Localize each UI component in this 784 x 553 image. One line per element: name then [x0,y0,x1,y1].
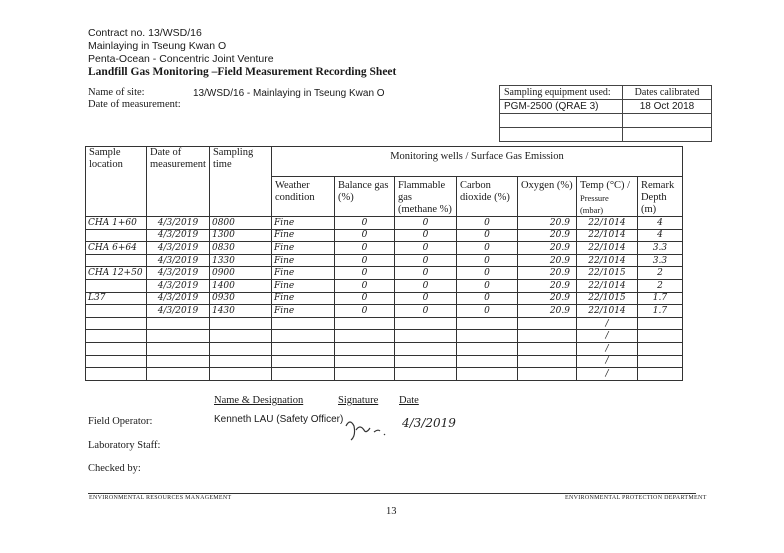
table-row [86,342,683,355]
cell-location: CHA 1+60 [86,217,147,230]
site-name-value: 13/WSD/16 - Mainlaying in Tseung Kwan O [193,88,385,99]
cell-weather [271,330,334,343]
cell-time: 0830 [209,242,271,255]
header-flammable-gas: Flammable gas (methane %) [394,177,456,217]
table-row [86,229,683,242]
cell-time: 1330 [209,254,271,267]
cell-depth [637,330,682,343]
cell-flammable [394,342,456,355]
cell-location [86,305,147,318]
sheet-title: Landfill Gas Monitoring –Field Measurement Recording Sheet [88,66,397,78]
page-number: 13 [386,506,397,517]
cell-balance: 0 [334,267,394,280]
site-name-label: Name of site: [88,87,145,98]
table-row [86,317,683,330]
monitoring-table [85,146,683,381]
header-sample-location: Sample location [86,147,147,217]
cell-date: 4/3/2019 [147,305,210,318]
cell-balance: 0 [334,242,394,255]
cell-balance [334,330,394,343]
footer-right: ENVIRONMENTAL PROTECTION DEPARTMENT [565,495,707,501]
signoff-date-header: Date [399,395,419,406]
cell-time: 1430 [209,305,271,318]
cell-depth [637,355,682,368]
table-row [86,305,683,318]
cell-temp-pressure: / [576,355,637,368]
cell-temp-pressure: 22/1014 [576,229,637,242]
cell-location [86,330,147,343]
footer-rule [88,493,696,494]
cell-co2: 0 [456,279,517,292]
cell-weather: Fine [271,267,334,280]
field-operator-date: 4/3/2019 [402,416,456,430]
cell-depth: 4 [637,217,682,230]
cell-time: 0800 [209,217,271,230]
cell-balance [334,342,394,355]
project-name: Mainlaying in Tseung Kwan O [88,40,227,52]
cell-temp-pressure: 22/1014 [576,279,637,292]
header-date-of-measurement: Date of measurement [147,147,210,217]
equipment-header: Sampling equipment used: [500,86,623,100]
cell-weather [271,368,334,381]
cell-oxygen: 20.9 [517,305,576,318]
header-monitoring-wells: Monitoring wells / Surface Gas Emission [271,147,682,177]
contract-number: Contract no. 13/WSD/16 [88,27,202,39]
cell-balance: 0 [334,229,394,242]
cell-date: 4/3/2019 [147,217,210,230]
field-operator-signature [340,412,396,442]
table-row [86,267,683,280]
equipment-empty-cell [500,114,623,128]
cell-balance [334,317,394,330]
cell-location [86,254,147,267]
cell-date: 4/3/2019 [147,242,210,255]
cell-weather [271,317,334,330]
cell-oxygen: 20.9 [517,292,576,305]
cell-temp-pressure: / [576,368,637,381]
cell-flammable: 0 [394,229,456,242]
calibration-empty-cell [623,114,712,128]
cell-balance: 0 [334,292,394,305]
cell-date: 4/3/2019 [147,267,210,280]
cell-temp-pressure: 22/1014 [576,242,637,255]
cell-date: 4/3/2019 [147,292,210,305]
cell-depth: 2 [637,279,682,292]
cell-oxygen [517,368,576,381]
footer-left: ENVIRONMENTAL RESOURCES MANAGEMENT [89,495,232,501]
table-row [86,254,683,267]
cell-location [86,229,147,242]
cell-depth [637,317,682,330]
cell-location [86,342,147,355]
header-oxygen: Oxygen (%) [517,177,576,217]
cell-weather: Fine [271,229,334,242]
cell-flammable [394,355,456,368]
cell-depth: 1.7 [637,292,682,305]
cell-oxygen: 20.9 [517,254,576,267]
cell-co2: 0 [456,305,517,318]
cell-date: 4/3/2019 [147,229,210,242]
cell-temp-pressure: / [576,317,637,330]
checked-by-label: Checked by: [88,463,141,474]
cell-location [86,368,147,381]
header-weather: Weather condition [271,177,334,217]
cell-co2: 0 [456,242,517,255]
calibration-date: 18 Oct 2018 [623,100,712,114]
cell-date [147,368,210,381]
cell-time [209,355,271,368]
cell-oxygen: 20.9 [517,242,576,255]
cell-depth: 3.3 [637,254,682,267]
field-operator-name: Kenneth LAU (Safety Officer) [214,414,344,425]
cell-location: CHA 12+50 [86,267,147,280]
cell-depth: 3.3 [637,242,682,255]
cell-oxygen [517,342,576,355]
cell-time: 1300 [209,229,271,242]
cell-weather: Fine [271,242,334,255]
cell-location [86,279,147,292]
header-sampling-time: Sampling time [209,147,271,217]
table-row [86,355,683,368]
cell-co2 [456,355,517,368]
table-row [86,217,683,230]
cell-date [147,355,210,368]
cell-date [147,330,210,343]
cell-co2 [456,342,517,355]
cell-oxygen: 20.9 [517,229,576,242]
cell-flammable [394,317,456,330]
cell-co2: 0 [456,217,517,230]
cell-temp-pressure: 22/1015 [576,267,637,280]
cell-weather [271,355,334,368]
cell-depth [637,342,682,355]
cell-oxygen [517,317,576,330]
cell-depth [637,368,682,381]
cell-weather: Fine [271,279,334,292]
calibration-header: Dates calibrated [623,86,712,100]
cell-co2 [456,330,517,343]
cell-co2 [456,317,517,330]
cell-time [209,330,271,343]
cell-weather: Fine [271,305,334,318]
cell-location [86,355,147,368]
cell-time: 0900 [209,267,271,280]
cell-oxygen [517,355,576,368]
header-block [88,27,396,79]
cell-date [147,342,210,355]
cell-flammable: 0 [394,292,456,305]
cell-weather [271,342,334,355]
cell-flammable: 0 [394,242,456,255]
cell-location: CHA 6+64 [86,242,147,255]
equipment-value: PGM-2500 (QRAE 3) [500,100,623,114]
cell-time [209,368,271,381]
signoff-signature-header: Signature [338,395,379,406]
cell-co2: 0 [456,292,517,305]
header-temp-pressure [576,177,637,217]
cell-oxygen: 20.9 [517,217,576,230]
cell-flammable: 0 [394,254,456,267]
cell-balance [334,355,394,368]
cell-date [147,317,210,330]
calibration-empty-cell [623,128,712,142]
cell-balance [334,368,394,381]
cell-balance: 0 [334,254,394,267]
cell-time [209,342,271,355]
cell-temp-pressure: 22/1014 [576,217,637,230]
cell-co2 [456,368,517,381]
header-remark-depth: Remark Depth (m) [637,177,682,217]
measurement-date-label: Date of measurement: [88,99,181,110]
cell-time: 0930 [209,292,271,305]
cell-depth: 2 [637,267,682,280]
header-balance-gas: Balance gas (%) [334,177,394,217]
cell-date: 4/3/2019 [147,254,210,267]
cell-time: 1400 [209,279,271,292]
equipment-table [499,85,712,142]
table-row [86,368,683,381]
cell-oxygen: 20.9 [517,279,576,292]
cell-co2: 0 [456,229,517,242]
table-row [86,292,683,305]
equipment-empty-cell [500,128,623,142]
cell-temp-pressure: / [576,330,637,343]
cell-balance: 0 [334,279,394,292]
joint-venture: Penta-Ocean - Concentric Joint Venture [88,53,274,65]
header-temp: Temp (°C) / [579,180,631,191]
cell-flammable [394,368,456,381]
cell-location: L37 [86,292,147,305]
table-row [86,242,683,255]
cell-balance: 0 [334,305,394,318]
cell-flammable [394,330,456,343]
header-carbon-dioxide: Carbon dioxide (%) [456,177,517,217]
cell-date: 4/3/2019 [147,279,210,292]
cell-time [209,317,271,330]
table-row [86,279,683,292]
cell-oxygen [517,330,576,343]
signoff-name-header: Name & Designation [214,395,304,406]
cell-location [86,317,147,330]
cell-flammable: 0 [394,267,456,280]
cell-balance: 0 [334,217,394,230]
cell-flammable: 0 [394,217,456,230]
cell-flammable: 0 [394,279,456,292]
header-pressure: Pressure (mbar) [579,193,609,215]
cell-weather: Fine [271,217,334,230]
cell-temp-pressure: / [576,342,637,355]
table-row [86,330,683,343]
cell-temp-pressure: 22/1014 [576,254,637,267]
cell-depth: 4 [637,229,682,242]
cell-co2: 0 [456,267,517,280]
laboratory-staff-label: Laboratory Staff: [88,440,161,451]
cell-oxygen: 20.9 [517,267,576,280]
cell-weather: Fine [271,254,334,267]
cell-flammable: 0 [394,305,456,318]
cell-temp-pressure: 22/1014 [576,305,637,318]
cell-co2: 0 [456,254,517,267]
cell-temp-pressure: 22/1015 [576,292,637,305]
cell-weather: Fine [271,292,334,305]
field-operator-label: Field Operator: [88,416,153,427]
cell-depth: 1.7 [637,305,682,318]
